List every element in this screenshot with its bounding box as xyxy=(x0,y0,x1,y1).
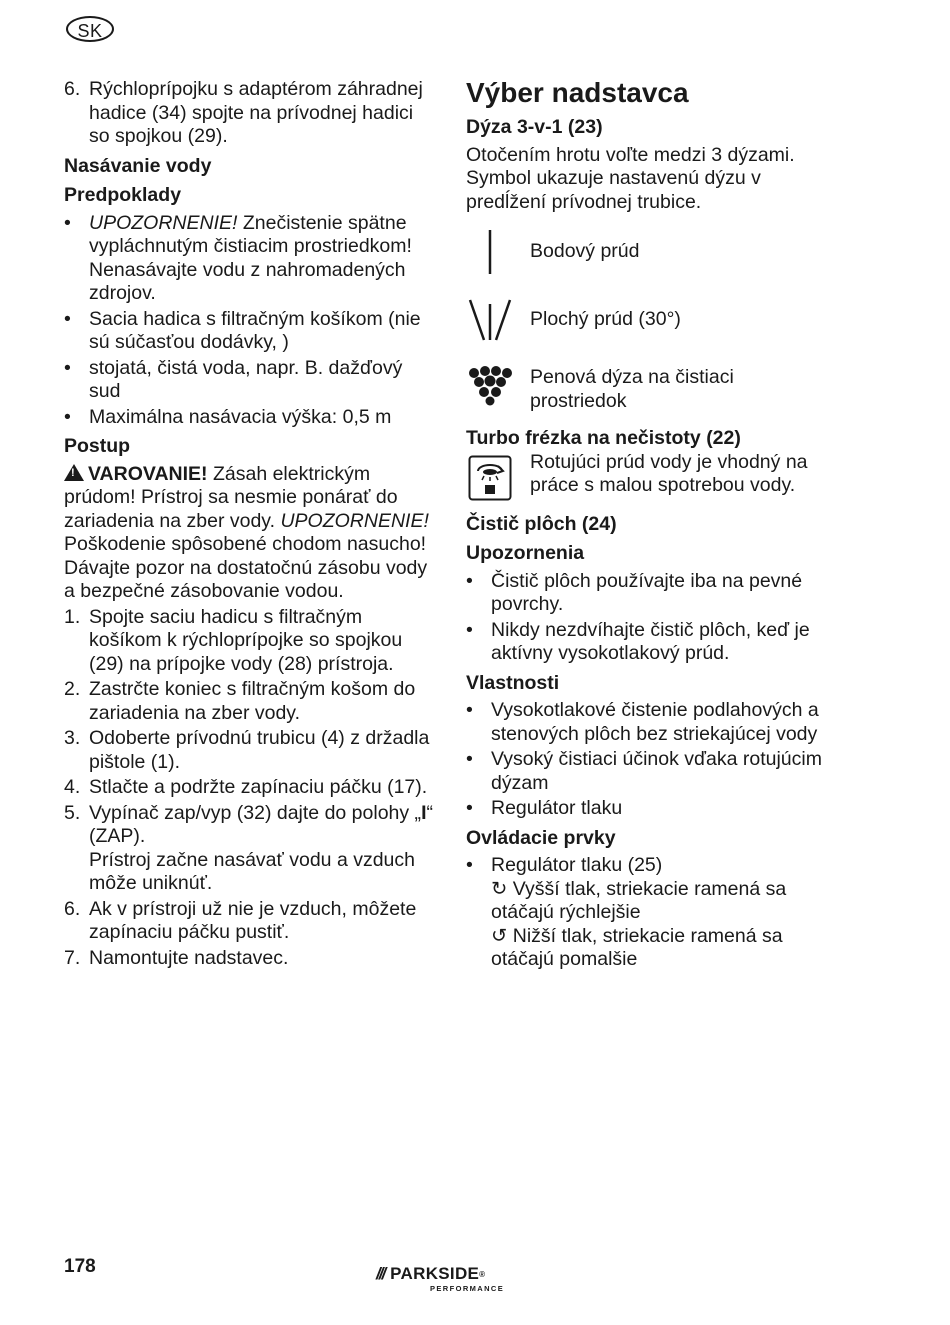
procedure-steps xyxy=(64,606,434,971)
caution-label: UPOZORNENIE! xyxy=(89,211,238,234)
warning-block xyxy=(64,463,434,604)
section-heading-properties: Vlastnosti xyxy=(466,671,560,694)
step-number: 1. xyxy=(64,605,81,628)
rotate-clockwise-icon: ↻ xyxy=(491,877,508,900)
warning-label: VAROVANIE! xyxy=(88,462,208,485)
bullet: • xyxy=(466,854,473,876)
step-number: 7. xyxy=(64,946,81,969)
brand-stripes-icon: /// xyxy=(376,1264,385,1283)
section-heading-nozzle: Dýza 3-v-1 (23) xyxy=(466,116,603,138)
nozzle-mode-row xyxy=(466,366,846,413)
step-number: 4. xyxy=(64,776,81,798)
flat-jet-icon xyxy=(466,296,514,344)
caution-label: UPOZORNENIE! xyxy=(280,509,429,532)
step-text: Ak v prístroji už nie je vzduch, môžete zapínaciu páčku pustiť. xyxy=(89,897,417,943)
step-text: Stlačte a podržte zapínaciu páčku (17). xyxy=(89,776,428,798)
switch-position-symbol: I xyxy=(421,801,427,824)
step-item xyxy=(64,678,434,725)
caution-text: Poškodenie spôsobené chodom nasucho! Dávajte pozor na dostatočnú zásobu vody a bezpečné zásobovanie vodou. xyxy=(64,533,428,602)
brand-wordmark xyxy=(376,1264,526,1284)
step-text: Spojte saciu hadicu s filtračným košíkom k rýchloprípojke so spojkou (29) na prípojke vody (28) prístroja. xyxy=(89,605,403,675)
list-item-text: Regulátor tlaku xyxy=(491,797,623,819)
step-item xyxy=(64,776,434,800)
section-heading-surface-cleaner: Čistič plôch (24) xyxy=(466,512,617,535)
bullet: • xyxy=(64,211,71,234)
warning-icon xyxy=(64,464,84,481)
list-item xyxy=(64,212,434,306)
brand-logo xyxy=(376,1264,526,1300)
list-item xyxy=(466,570,846,617)
step-number: 3. xyxy=(64,727,81,749)
list-item xyxy=(466,619,846,666)
bullet: • xyxy=(64,356,71,379)
right-column xyxy=(466,78,846,974)
step-number: 2. xyxy=(64,678,81,700)
section-heading-turbo: Turbo frézka na nečistoty (22) xyxy=(466,427,741,449)
counterclockwise-description: Nižší tlak, striekacie ramená sa otáčajú pomalšie xyxy=(491,924,783,970)
properties-list xyxy=(466,699,846,821)
list-item xyxy=(64,357,434,404)
brand-name: PARKSIDE xyxy=(390,1264,480,1283)
step-text: Zastrčte koniec s filtračným košom do zariadenia na zber vody. xyxy=(89,678,416,724)
list-item xyxy=(466,748,846,795)
step-number: 6. xyxy=(64,897,81,920)
step-item xyxy=(64,78,434,149)
step-note: Prístroj začne nasávať vodu a vzduch môže uniknúť. xyxy=(89,848,415,894)
step-item xyxy=(64,947,434,971)
list-item-text: Vysokotlakové čistenie podlahových a stenových plôch bez striekajúcej vody xyxy=(491,699,819,745)
section-heading-prerequisites: Predpoklady xyxy=(64,184,182,206)
list-item xyxy=(466,699,846,746)
step-text: Rýchloprípojku s adaptérom záhradnej hadice (34) spojte na prívodnej hadici so spojkou (29). xyxy=(89,78,423,147)
bullet: • xyxy=(466,699,473,721)
rotating-jet-icon xyxy=(466,455,514,501)
step-number: 5. xyxy=(64,801,81,824)
bullet: • xyxy=(466,618,473,641)
step-text-end: “ (ZAP). xyxy=(89,801,433,847)
prerequisites-list xyxy=(64,212,434,430)
warning-text: Zásah elektrickým prúdom! Prístroj sa nesmie ponárať do zariadenia na zber vody. xyxy=(64,462,398,532)
turbo-description: Rotujúci prúd vody je vhodný na práce s malou spotrebou vody. xyxy=(530,450,808,496)
clockwise-description: Vyšší tlak, striekacie ramená sa otáčajú rýchlejšie xyxy=(491,877,787,923)
list-item xyxy=(466,854,846,972)
step-item xyxy=(64,606,434,677)
nozzle-mode-label: Bodový prúd xyxy=(530,240,640,263)
left-column xyxy=(64,78,434,972)
step-item xyxy=(64,898,434,945)
step-text: Vypínač zap/vyp (32) dajte do polohy „ xyxy=(89,801,422,824)
step-text: Namontujte nadstavec. xyxy=(89,946,289,969)
registered-mark: ® xyxy=(479,1269,486,1279)
list-item-text: Maximálna nasávacia výška: 0,5 m xyxy=(89,405,392,428)
section-heading-intake: Nasávanie vody xyxy=(64,154,212,177)
bullet: • xyxy=(466,569,473,592)
list-item-text: Vysoký čistiaci účinok vďaka rotujúcim dýzam xyxy=(491,748,822,794)
bullet: • xyxy=(466,748,473,770)
section-heading-procedure: Postup xyxy=(64,435,131,457)
bullet: • xyxy=(64,307,71,330)
nozzle-intro: Otočením hrotu voľte medzi 3 dýzami. Symbol ukazuje nastavenú dýzu v predĺžení prívodnej trubice. xyxy=(466,143,795,213)
nozzle-mode-label: Plochý prúd (30°) xyxy=(530,308,681,331)
step-item xyxy=(64,727,434,774)
list-item xyxy=(466,797,846,821)
bullet: • xyxy=(64,405,71,428)
language-badge: SK xyxy=(66,16,114,42)
nozzle-mode-row xyxy=(466,296,846,344)
list-item-text: stojatá, čistá voda, napr. B. dažďový sud xyxy=(89,356,403,402)
step-number: 6. xyxy=(64,78,81,100)
page-number: 178 xyxy=(64,1256,96,1277)
list-item xyxy=(64,406,434,430)
section-heading-notes: Upozornenia xyxy=(466,542,585,564)
list-item-text: Čistič plôch používajte iba na pevné povrchy. xyxy=(491,569,803,615)
list-item-text: Regulátor tlaku (25) xyxy=(491,854,663,876)
turbo-row xyxy=(466,450,846,501)
notes-list xyxy=(466,570,846,666)
page-title: Výber nadstavca xyxy=(466,77,689,108)
rotate-counterclockwise-icon: ↺ xyxy=(491,924,508,947)
list-item-text: Sacia hadica s filtračným košíkom (nie sú súčasťou dodávky, ) xyxy=(89,307,421,353)
step-text: Odoberte prívodnú trubicu (4) z držadla pištole (1). xyxy=(89,727,430,773)
section-heading-controls: Ovládacie prvky xyxy=(466,826,616,849)
nozzle-mode-row xyxy=(466,228,846,276)
foam-nozzle-icon xyxy=(466,366,514,406)
brand-subline: PERFORMANCE xyxy=(430,1284,505,1293)
nozzle-mode-label: Penová dýza na čistiaci prostriedok xyxy=(530,366,734,412)
controls-list xyxy=(466,854,846,972)
list-item-text: Nikdy nezdvíhajte čistič plôch, keď je aktívny vysokotlakový prúd. xyxy=(491,618,810,664)
list-item-text: Znečistenie spätne vypláchnutým čistiacim prostriedkom! Nenasávajte vodu z nahromadených zdrojov. xyxy=(89,211,412,304)
point-jet-icon xyxy=(466,228,514,276)
list-item xyxy=(64,308,434,355)
bullet: • xyxy=(466,797,473,819)
step-item xyxy=(64,802,434,896)
